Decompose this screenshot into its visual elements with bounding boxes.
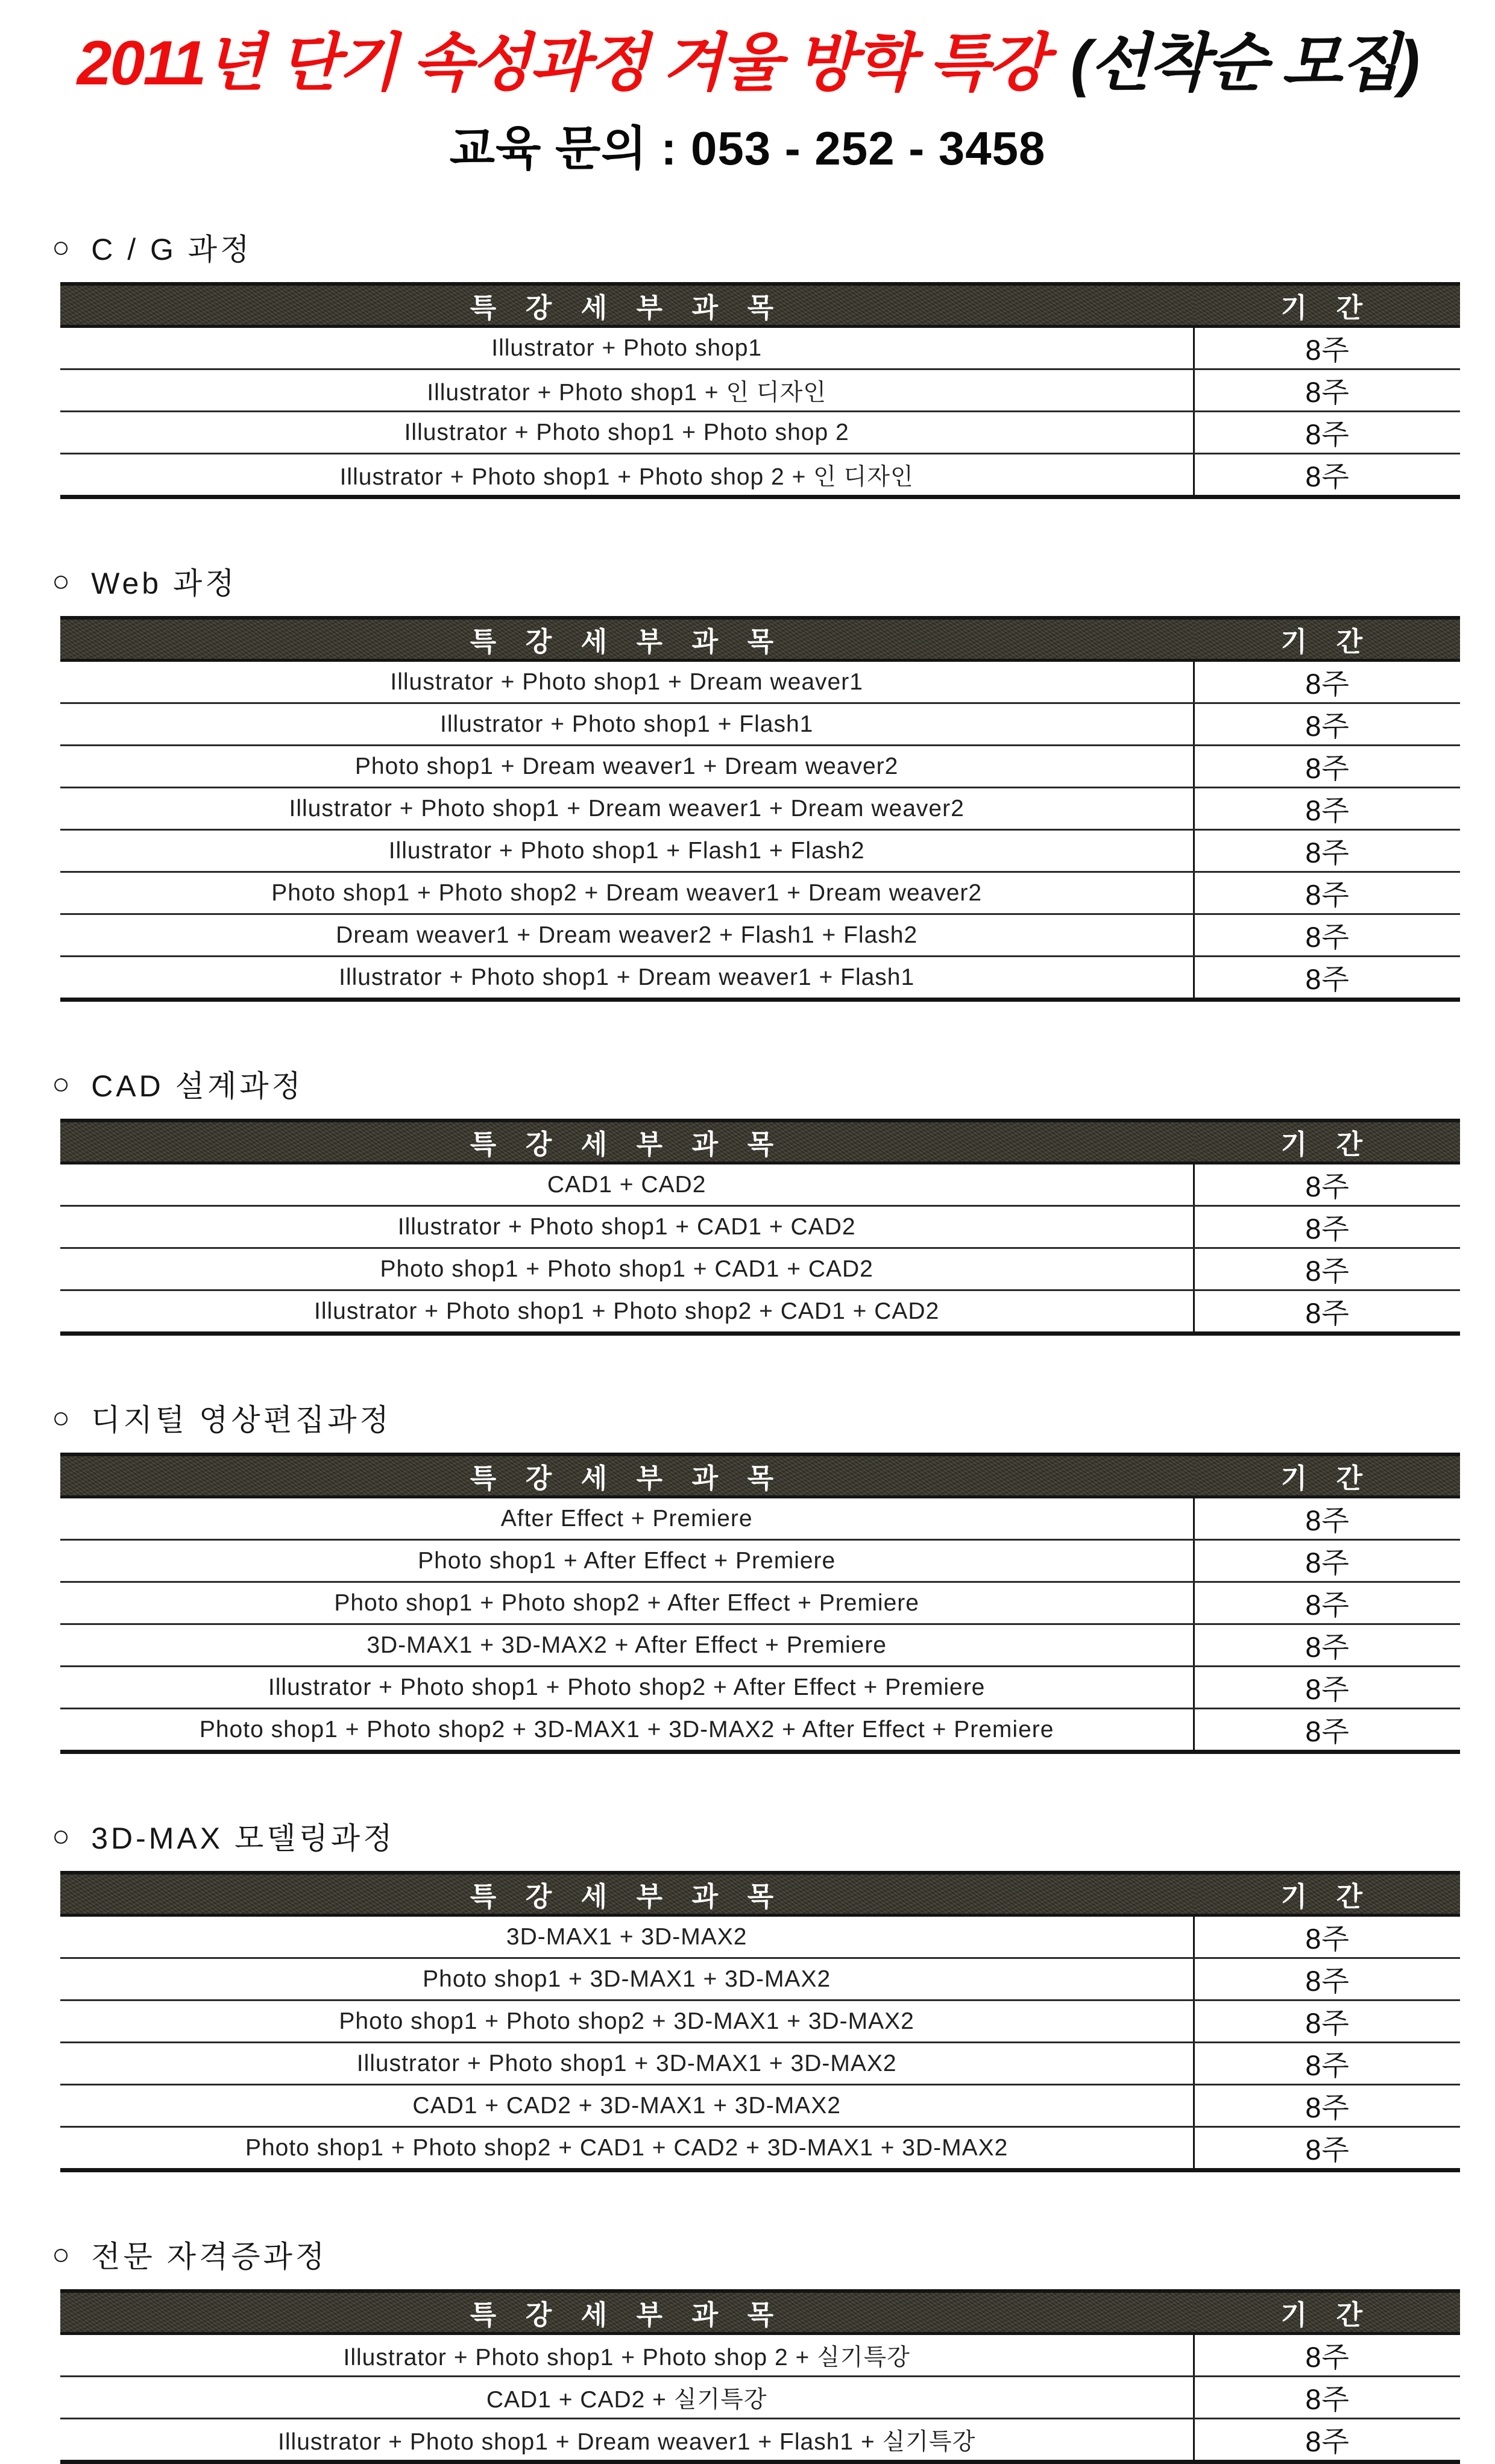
subject-cell: Illustrator + Photo shop1 + Dream weaver1 + Flash1 + 실기특강 [60,2419,1194,2462]
subject-cell: Photo shop1 + Photo shop2 + 3D-MAX1 + 3D-MAX2 + After Effect + Premiere [60,1709,1194,1752]
table-row [60,454,1460,497]
duration-column-header: 기 간 [1194,1120,1460,1163]
section-title-text: 디지털 영상편집과정 [91,1403,392,1437]
table-row [60,703,1460,746]
subject-column-header: 특 강 세 부 과 목 [60,1873,1194,1916]
table-row [60,661,1460,703]
section-title-text: 전문 자격증과정 [91,2240,328,2274]
duration-column-header: 기 간 [1194,1873,1460,1916]
section-title [52,559,1495,603]
section-title-text: CAD 설계과정 [91,1069,304,1103]
course-section [0,559,1495,1002]
duration-cell: 8주 [1194,1582,1460,1624]
table-row [60,412,1460,454]
table-row [60,1206,1460,1248]
course-section [0,1396,1495,1754]
duration-cell: 8주 [1194,327,1460,369]
section-title [52,2233,1495,2276]
course-table [60,1119,1460,1336]
table-row [60,788,1460,830]
duration-cell: 8주 [1194,2085,1460,2127]
subject-cell: Photo shop1 + Photo shop2 + Dream weaver1 + Dream weaver2 [60,872,1194,914]
table-row [60,1290,1460,1334]
duration-cell: 8주 [1194,1916,1460,1958]
subject-cell: CAD1 + CAD2 + 3D-MAX1 + 3D-MAX2 [60,2085,1194,2127]
table-body [60,2334,1460,2462]
subject-cell: Illustrator + Photo shop1 + Dream weaver1 + Flash1 [60,957,1194,1000]
table-row [60,957,1460,1000]
subject-column-header: 특 강 세 부 과 목 [60,618,1194,661]
course-section [0,2233,1495,2464]
duration-cell: 8주 [1194,369,1460,412]
duration-column-header: 기 간 [1194,618,1460,661]
subject-cell: Photo shop1 + 3D-MAX1 + 3D-MAX2 [60,1958,1194,2000]
subject-cell: Illustrator + Photo shop1 + Flash1 [60,703,1194,746]
table-header-row [60,2291,1460,2334]
table-row [60,1958,1460,2000]
duration-cell: 8주 [1194,872,1460,914]
section-title [52,1396,1495,1439]
subject-column-header: 특 강 세 부 과 목 [60,2291,1194,2334]
subject-cell: Photo shop1 + Photo shop2 + CAD1 + CAD2 + 3D-MAX1 + 3D-MAX2 [60,2127,1194,2170]
course-section [0,1814,1495,2172]
duration-cell: 8주 [1194,830,1460,872]
table-row [60,2377,1460,2419]
table-row [60,872,1460,914]
course-section [0,1062,1495,1336]
table-row [60,2043,1460,2085]
table-body [60,327,1460,497]
duration-column-header: 기 간 [1194,2291,1460,2334]
table-row [60,2334,1460,2377]
course-table [60,2289,1460,2464]
duration-cell: 8주 [1194,2043,1460,2085]
duration-cell: 8주 [1194,454,1460,497]
table-header-row [60,284,1460,327]
subject-cell: Illustrator + Photo shop1 + Photo shop 2 + 인 디자인 [60,454,1194,497]
page-title [0,0,1495,102]
subject-cell: 3D-MAX1 + 3D-MAX2 [60,1916,1194,1958]
table-row [60,1624,1460,1667]
course-table [60,616,1460,1002]
table-row [60,830,1460,872]
subject-cell: Illustrator + Photo shop1 + CAD1 + CAD2 [60,1206,1194,1248]
section-title-text: 3D-MAX 모델링과정 [91,1821,395,1855]
page-title-note: (선착순 모집) [1070,28,1418,98]
contact-line: 교육 문의 : 053 - 252 - 3458 [449,122,1046,175]
table-row [60,2085,1460,2127]
table-row [60,1248,1460,1290]
table-body [60,1497,1460,1752]
subject-cell: CAD1 + CAD2 [60,1163,1194,1206]
subject-cell: Illustrator + Photo shop1 + Photo shop2 + CAD1 + CAD2 [60,1290,1194,1334]
subject-cell: 3D-MAX1 + 3D-MAX2 + After Effect + Premiere [60,1624,1194,1667]
table-row [60,369,1460,412]
duration-cell: 8주 [1194,2127,1460,2170]
course-table [60,282,1460,499]
duration-cell: 8주 [1194,1709,1460,1752]
course-table [60,1453,1460,1754]
subject-cell: Illustrator + Photo shop1 + 인 디자인 [60,369,1194,412]
subject-cell: Photo shop1 + Photo shop2 + After Effect + Premiere [60,1582,1194,1624]
duration-cell: 8주 [1194,2377,1460,2419]
duration-cell: 8주 [1194,788,1460,830]
subject-cell: Photo shop1 + Photo shop1 + CAD1 + CAD2 [60,1248,1194,1290]
table-row [60,914,1460,957]
subject-cell: Illustrator + Photo shop1 + Flash1 + Flash2 [60,830,1194,872]
duration-cell: 8주 [1194,661,1460,703]
duration-cell: 8주 [1194,746,1460,788]
table-header-row [60,1454,1460,1497]
table-row [60,327,1460,369]
subject-cell: CAD1 + CAD2 + 실기특강 [60,2377,1194,2419]
circle-bullet-icon: ○ [52,1067,74,1101]
course-section [0,225,1495,499]
table-row [60,1916,1460,1958]
circle-bullet-icon: ○ [52,564,74,598]
duration-cell: 8주 [1194,1667,1460,1709]
table-body [60,1916,1460,2170]
duration-cell: 8주 [1194,1248,1460,1290]
table-header-row [60,1873,1460,1916]
subject-cell: Illustrator + Photo shop1 + Photo shop 2 + 실기특강 [60,2334,1194,2377]
table-row [60,746,1460,788]
table-row [60,2419,1460,2462]
section-title [52,1814,1495,1858]
subject-cell: Photo shop1 + Photo shop2 + 3D-MAX1 + 3D-MAX2 [60,2000,1194,2043]
page-title-main: 2011년 단기 속성과정 겨울 방학 특강 [77,28,1046,98]
duration-column-header: 기 간 [1194,284,1460,327]
course-sections [0,225,1495,2464]
table-row [60,1709,1460,1752]
duration-cell: 8주 [1194,2000,1460,2043]
duration-cell: 8주 [1194,412,1460,454]
circle-bullet-icon: ○ [52,2237,74,2271]
table-row [60,2000,1460,2043]
section-title-text: Web 과정 [91,567,238,600]
circle-bullet-icon: ○ [52,1819,74,1853]
subject-column-header: 특 강 세 부 과 목 [60,284,1194,327]
duration-cell: 8주 [1194,1958,1460,2000]
subject-cell: After Effect + Premiere [60,1497,1194,1540]
table-row [60,1163,1460,1206]
subject-cell: Photo shop1 + After Effect + Premiere [60,1540,1194,1582]
subject-cell: Illustrator + Photo shop1 + Photo shop2 + After Effect + Premiere [60,1667,1194,1709]
subject-cell: Illustrator + Photo shop1 + Dream weaver1 + Dream weaver2 [60,788,1194,830]
subject-cell: Illustrator + Photo shop1 + Dream weaver1 [60,661,1194,703]
subject-cell: Illustrator + Photo shop1 + Photo shop 2 [60,412,1194,454]
subject-cell: Dream weaver1 + Dream weaver2 + Flash1 + Flash2 [60,914,1194,957]
duration-cell: 8주 [1194,2419,1460,2462]
duration-column-header: 기 간 [1194,1454,1460,1497]
duration-cell: 8주 [1194,703,1460,746]
table-row [60,1497,1460,1540]
duration-cell: 8주 [1194,2334,1460,2377]
circle-bullet-icon: ○ [52,230,74,264]
table-header-row [60,1120,1460,1163]
duration-cell: 8주 [1194,914,1460,957]
duration-cell: 8주 [1194,1497,1460,1540]
circle-bullet-icon: ○ [52,1401,74,1435]
duration-cell: 8주 [1194,957,1460,1000]
duration-cell: 8주 [1194,1290,1460,1334]
duration-cell: 8주 [1194,1624,1460,1667]
duration-cell: 8주 [1194,1163,1460,1206]
table-header-row [60,618,1460,661]
subject-column-header: 특 강 세 부 과 목 [60,1454,1194,1497]
subject-column-header: 특 강 세 부 과 목 [60,1120,1194,1163]
table-row [60,1667,1460,1709]
table-row [60,2127,1460,2170]
subject-cell: Illustrator + Photo shop1 + 3D-MAX1 + 3D-MAX2 [60,2043,1194,2085]
duration-cell: 8주 [1194,1540,1460,1582]
table-row [60,1540,1460,1582]
table-body [60,1163,1460,1334]
section-title [52,225,1495,269]
duration-cell: 8주 [1194,1206,1460,1248]
section-title [52,1062,1495,1105]
section-title-text: C / G 과정 [91,233,253,266]
table-body [60,661,1460,1000]
subject-cell: Photo shop1 + Dream weaver1 + Dream weaver2 [60,746,1194,788]
table-row [60,1582,1460,1624]
subject-cell: Illustrator + Photo shop1 [60,327,1194,369]
course-table [60,1871,1460,2172]
